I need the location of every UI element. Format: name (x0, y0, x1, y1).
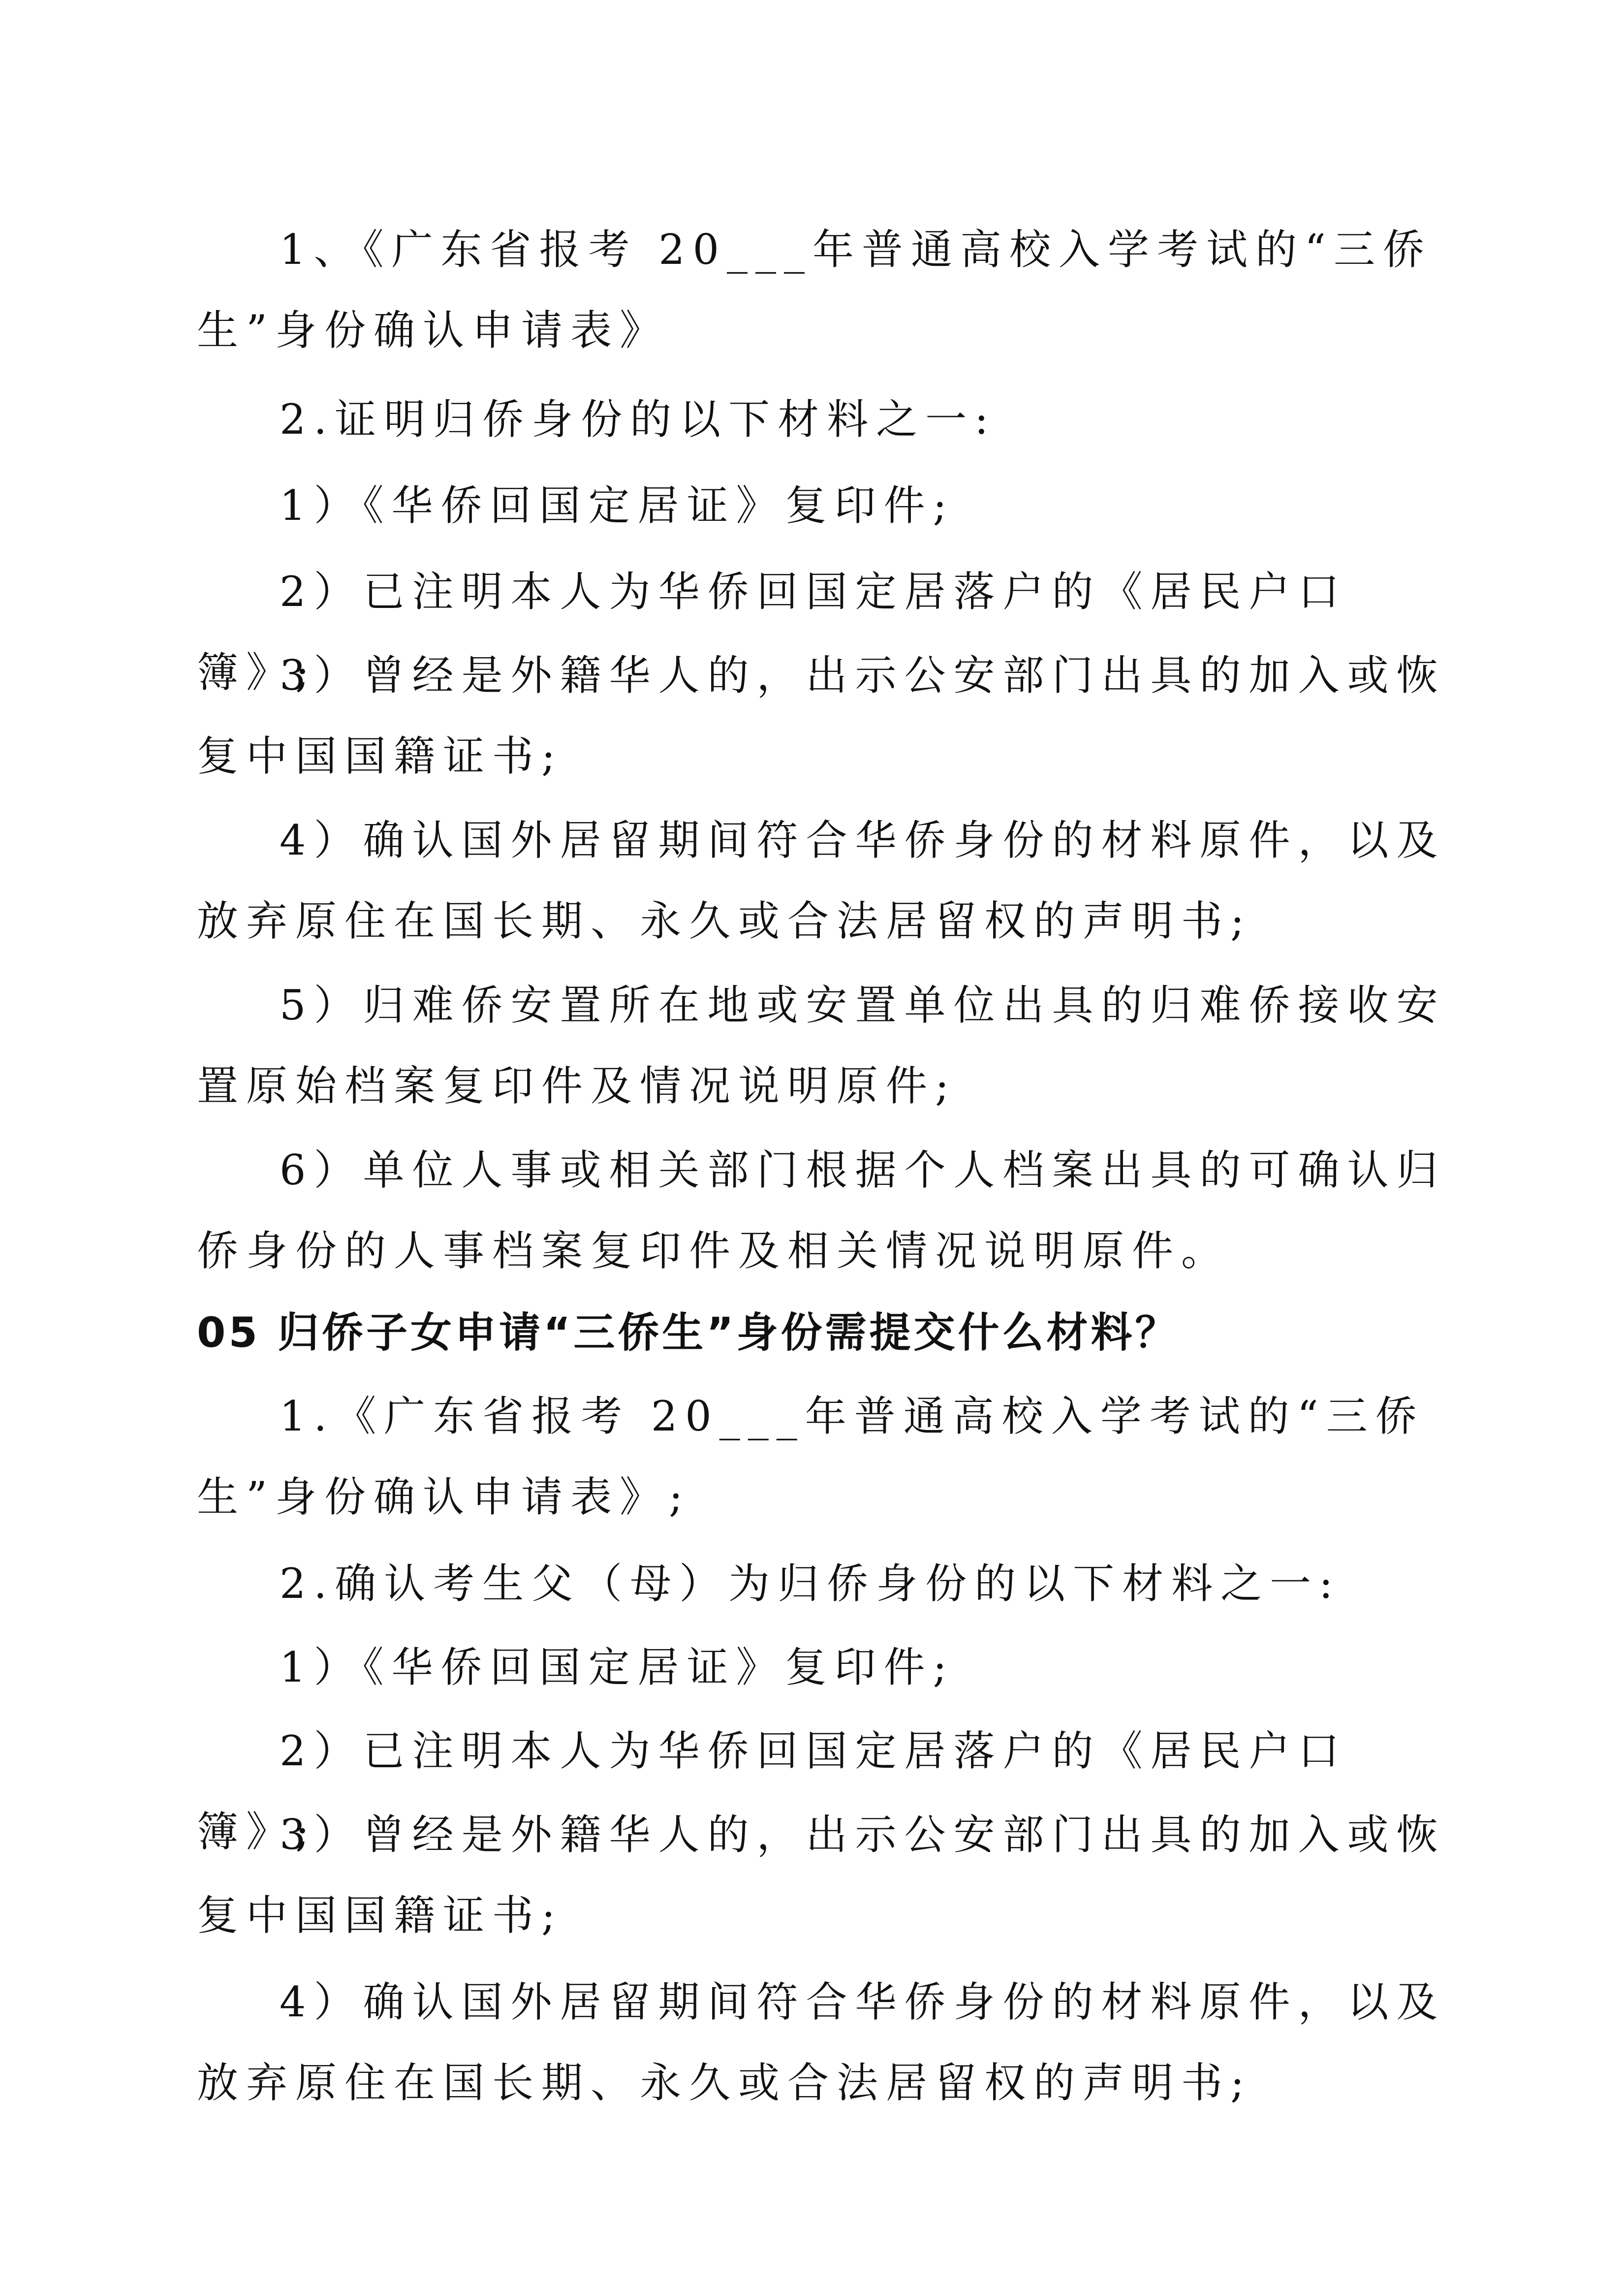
paragraph-2: 2.证明归侨身份的以下材料之一: (280, 395, 997, 444)
paragraph-13: 3）曾经是外籍华人的，出示公安部门出具的加入或恢复中国国籍证书; (197, 1811, 1446, 1940)
paragraph-6: 4）确认国外居留期间符合华侨身份的材料原件，以及放弃原住在国长期、永久或合法居留权的声明书; (197, 816, 1446, 945)
paragraph-9: 1.《广东省报考 20___年普通高校入学考试的“三侨生”身份确认申请表》; (197, 1392, 1425, 1521)
paragraph-12: 2）已注明本人为华侨回国定居落户的《居民户口簿》; (197, 1727, 1347, 1856)
section-heading: 05 归侨子女申请“三侨生”身份需提交什么材料？ (197, 1308, 1180, 1357)
paragraph-3: 1）《华侨回国定居证》复印件; (280, 481, 955, 530)
paragraph-11: 1）《华侨回国定居证》复印件; (280, 1643, 955, 1691)
paragraph-10: 2.确认考生父（母）为归侨身份的以下材料之一: (280, 1559, 1341, 1608)
paragraph-1: 1、《广东省报考 20___年普通高校入学考试的“三侨生”身份确认申请表》 (197, 225, 1432, 354)
paragraph-14: 4）确认国外居留期间符合华侨身份的材料原件，以及放弃原住在国长期、永久或合法居留权的声明书; (197, 1978, 1446, 2107)
paragraph-8: 6）单位人事或相关部门根据个人档案出具的可确认归侨身份的人事档案复印件及相关情况说明原件。 (197, 1146, 1446, 1275)
paragraph-5: 3）曾经是外籍华人的，出示公安部门出具的加入或恢复中国国籍证书; (197, 651, 1446, 780)
paragraph-4: 2）已注明本人为华侨回国定居落户的《居民户口簿》; (197, 568, 1347, 697)
paragraph-7: 5）归难侨安置所在地或安置单位出具的归难侨接收安置原始档案复印件及情况说明原件; (197, 981, 1446, 1110)
